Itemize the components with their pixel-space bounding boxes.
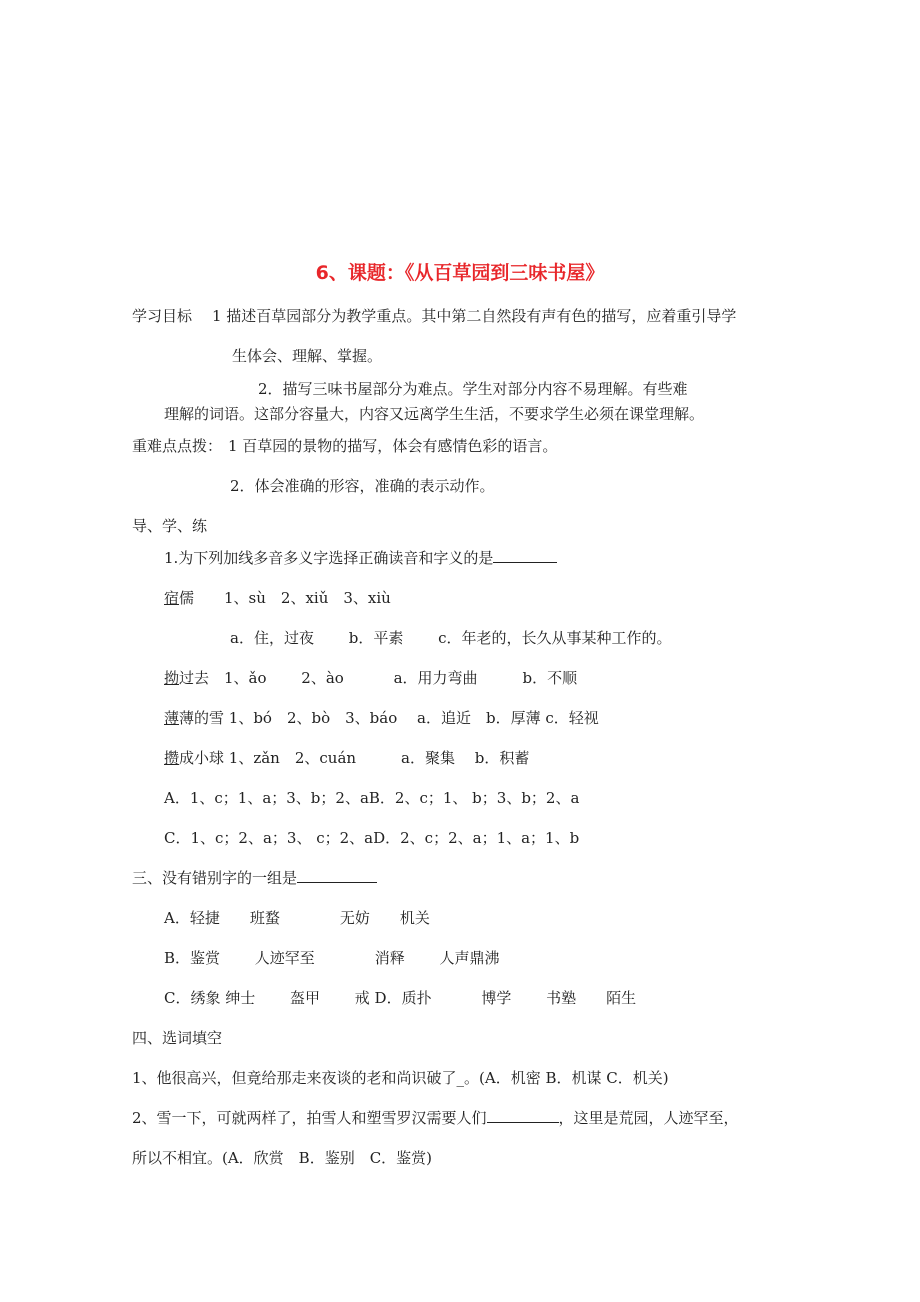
q4-sentence-1: 1、他很高兴，但竟给那走来夜谈的老和尚识破了_。(A．机密 B．机谋 C．机关) [132, 1069, 669, 1087]
q1-word-3 [164, 708, 599, 728]
q1-stem [164, 548, 557, 568]
q3-option-b: B．鉴赏 人迹罕至 消释 人声鼎沸 [164, 949, 500, 967]
q1-word-4-readings: 成小球 1、zǎn 2、cuán a．聚集 b．积蓄 [179, 749, 530, 767]
key-point-2: 2．体会准确的形容，准确的表示动作。 [230, 477, 495, 495]
objective-1-line-2: 生体会、理解、掌握。 [232, 347, 383, 365]
q1-word-2-underlined-char: 拗 [164, 669, 180, 687]
q1-word-1-readings: 儒 1、sù 2、xiǔ 3、xiù [179, 589, 391, 607]
q1-word-2 [164, 668, 577, 688]
q4-sentence-2-part-2: ，这里是荒园，人迹罕至， [558, 1109, 739, 1127]
q1-word-3-readings: 薄的雪 1、bó 2、bò 3、báo a．追近 b．厚薄 c．轻视 [179, 709, 599, 727]
q1-options-cd: C．1、c；2、a；3、 c；2、aD．2、c；2、a；1、a；1、b [164, 829, 580, 847]
q1-word-1-underlined-char: 宿 [164, 589, 180, 607]
q1-word-4 [164, 748, 529, 768]
key-point-1: 1 百草园的景物的描写，体会有感情色彩的语言。 [228, 437, 558, 455]
q3-stem [132, 868, 377, 888]
q1-answer-blank[interactable] [493, 548, 557, 563]
objective-2-line-1: 2．描写三味书屋部分为难点。学生对部分内容不易理解。有些难 [258, 380, 688, 398]
objectives-label: 学习目标 [132, 307, 193, 325]
q1-options-ab: A．1、c；1、a；3、b；2、aB．2、c；1、 b；3、b；2、a [164, 789, 580, 807]
q4-sentence-2-continued: 所以不相宜。(A．欣赏 B．鉴别 C．鉴赏) [132, 1149, 433, 1167]
q1-word-1 [164, 588, 391, 608]
q1-word-1-meanings: a．住，过夜 b．平素 c．年老的，长久从事某种工作的。 [230, 629, 672, 647]
section-guide-heading: 导、学、练 [132, 517, 208, 535]
q4-sentence-2-part-1: 2、雪一下，可就两样了，拍雪人和塑雪罗汉需要人们 [132, 1109, 487, 1127]
objective-1-line-1: 1 描述百草园部分为教学重点。其中第二自然段有声有色的描写，应着重引导学 [212, 307, 737, 325]
q3-option-a: A．轻捷 班蝥 无妨 机关 [164, 909, 430, 927]
q4-sentence-2 [132, 1108, 739, 1128]
q1-word-4-underlined-char: 攒 [164, 749, 180, 767]
q4-answer-blank[interactable] [487, 1108, 559, 1123]
q1-word-3-underlined-char: 薄 [164, 709, 180, 727]
q3-option-c: C．绣象 绅士 盔甲 戒 D．质扑 博学 书塾 陌生 [164, 989, 637, 1007]
objective-2-line-2: 理解的词语。这部分容量大，内容又远离学生生活，不要求学生必须在课堂理解。 [164, 405, 705, 423]
q1-stem-text: 1.为下列加线多音多义字选择正确读音和字义的是 [164, 549, 494, 567]
key-points-label: 重难点点拨： [132, 437, 223, 455]
q3-stem-text: 三、没有错别字的一组是 [132, 869, 298, 887]
q4-stem: 四、选词填空 [132, 1029, 223, 1047]
q3-answer-blank[interactable] [297, 868, 377, 883]
page-title: 6、课题：《从百草园到三味书屋》 [315, 262, 605, 284]
q1-word-2-readings: 过去 1、ǎo 2、ào a．用力弯曲 b．不顺 [179, 669, 578, 687]
